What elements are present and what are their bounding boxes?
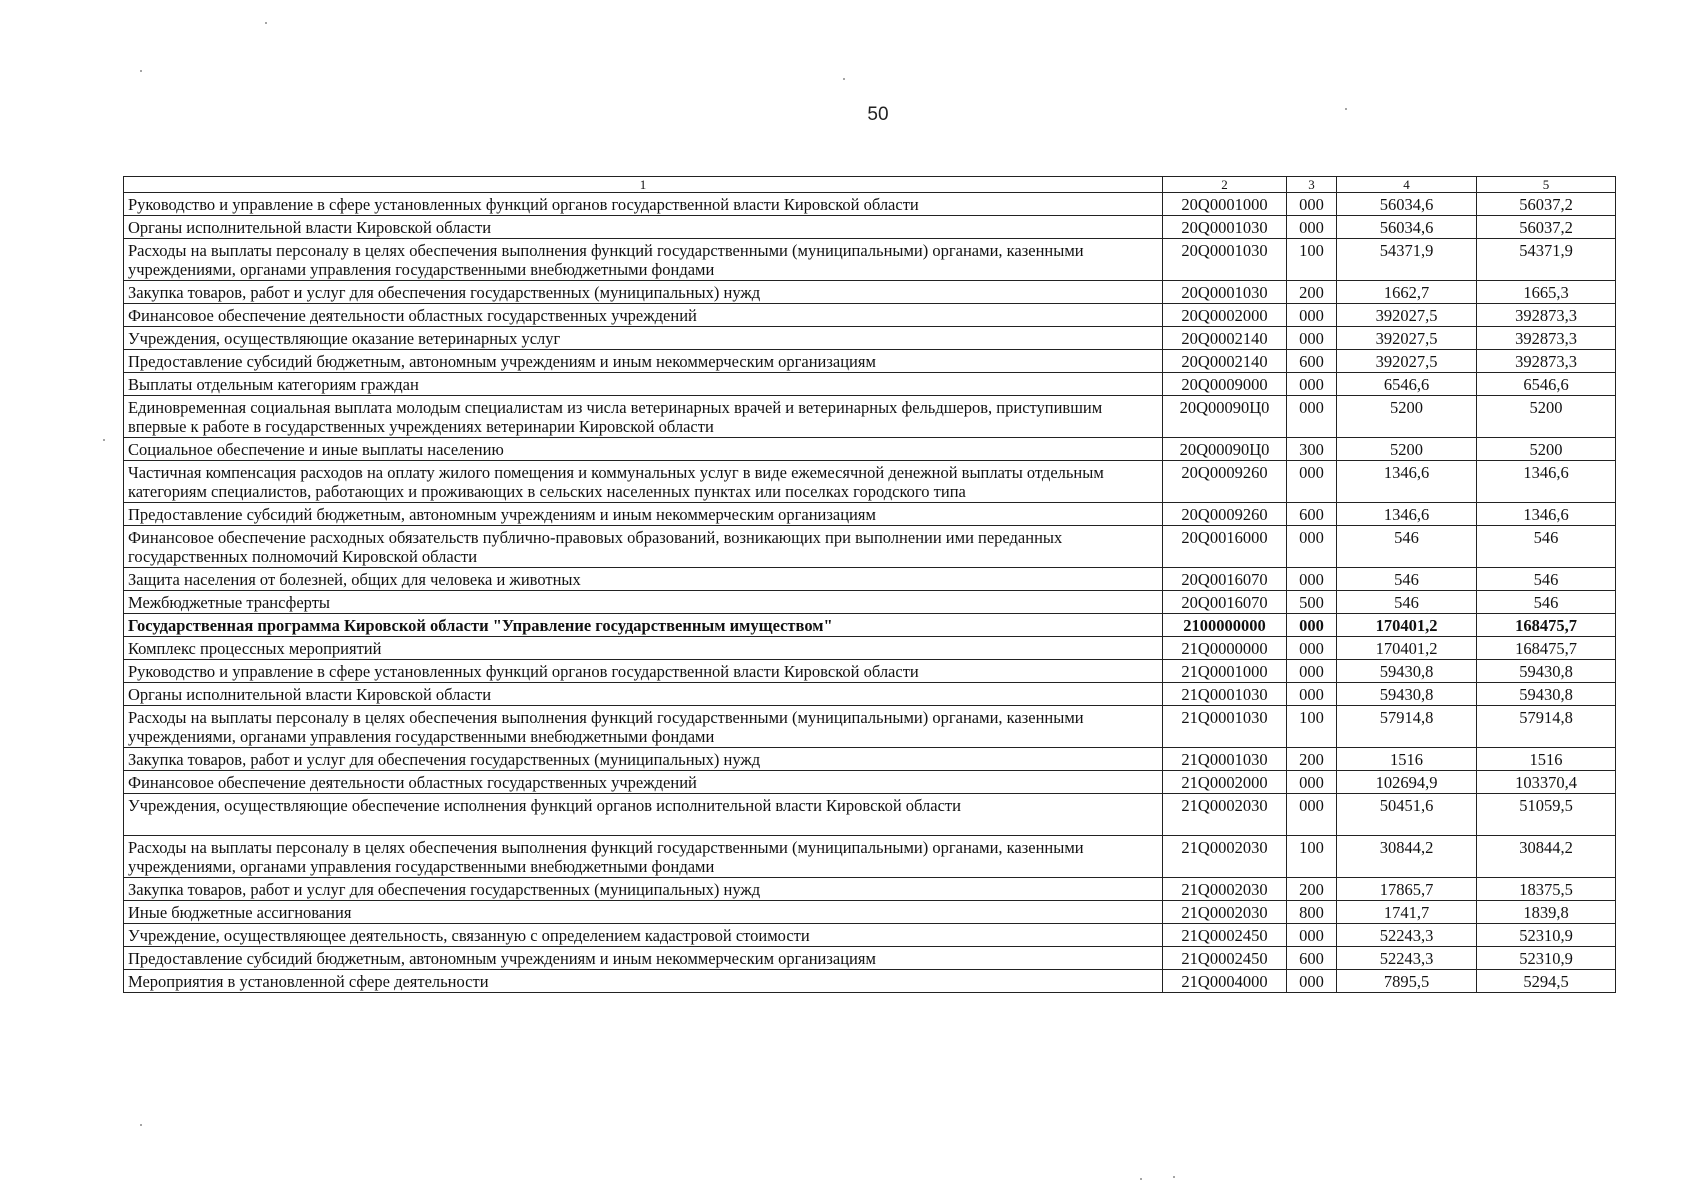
row-code-cell: 21Q0000000 <box>1163 637 1287 660</box>
row-code-cell: 21Q0002030 <box>1163 878 1287 901</box>
row-value-2023-cell: 17865,7 <box>1337 878 1477 901</box>
table-body <box>124 193 1616 993</box>
scan-speck <box>1140 1178 1142 1180</box>
row-expense-type-cell: 200 <box>1287 281 1337 304</box>
row-code-cell: 20Q0001030 <box>1163 216 1287 239</box>
row-value-2024-cell: 59430,8 <box>1477 683 1616 706</box>
row-code-cell: 21Q0001030 <box>1163 683 1287 706</box>
table-row <box>124 350 1616 373</box>
row-expense-type-cell: 600 <box>1287 947 1337 970</box>
row-name-cell: Учреждения, осуществляющие оказание ветеринарных услуг <box>124 327 1163 350</box>
row-value-2024-cell: 57914,8 <box>1477 706 1616 748</box>
row-expense-type-cell: 000 <box>1287 461 1337 503</box>
row-name-cell: Учреждения, осуществляющие обеспечение исполнения функций органов исполнительной власти Кировской области <box>124 794 1163 836</box>
table-row <box>124 239 1616 281</box>
row-code-cell: 20Q0001030 <box>1163 281 1287 304</box>
row-value-2023-cell: 6546,6 <box>1337 373 1477 396</box>
row-value-2023-cell: 57914,8 <box>1337 706 1477 748</box>
row-value-2023-cell: 7895,5 <box>1337 970 1477 993</box>
row-value-2023-cell: 170401,2 <box>1337 614 1477 637</box>
table-row <box>124 748 1616 771</box>
row-name-cell: Комплекс процессных мероприятий <box>124 637 1163 660</box>
row-expense-type-cell: 000 <box>1287 683 1337 706</box>
row-code-cell: 2100000000 <box>1163 614 1287 637</box>
row-value-2024-cell: 5200 <box>1477 438 1616 461</box>
column-header-4: 4 <box>1337 177 1477 193</box>
row-expense-type-cell: 000 <box>1287 327 1337 350</box>
row-name-cell: Руководство и управление в сфере установленных функций органов государственной власти Кировской области <box>124 193 1163 216</box>
row-value-2023-cell: 52243,3 <box>1337 947 1477 970</box>
row-value-2024-cell: 1665,3 <box>1477 281 1616 304</box>
row-value-2024-cell: 56037,2 <box>1477 216 1616 239</box>
table-row <box>124 216 1616 239</box>
row-value-2023-cell: 1346,6 <box>1337 461 1477 503</box>
row-value-2024-cell: 6546,6 <box>1477 373 1616 396</box>
row-code-cell: 20Q0016000 <box>1163 526 1287 568</box>
row-value-2023-cell: 1662,7 <box>1337 281 1477 304</box>
column-header-5: 5 <box>1477 177 1616 193</box>
table-row <box>124 327 1616 350</box>
row-value-2023-cell: 392027,5 <box>1337 304 1477 327</box>
table-row <box>124 901 1616 924</box>
row-code-cell: 20Q00090Ц0 <box>1163 396 1287 438</box>
scan-speck <box>103 439 105 441</box>
row-name-cell: Предоставление субсидий бюджетным, автономным учреждениям и иным некоммерческим организациям <box>124 350 1163 373</box>
row-expense-type-cell: 000 <box>1287 216 1337 239</box>
column-number-row <box>124 177 1616 193</box>
row-value-2024-cell: 1839,8 <box>1477 901 1616 924</box>
row-code-cell: 21Q0001030 <box>1163 748 1287 771</box>
table-row <box>124 461 1616 503</box>
row-value-2024-cell: 54371,9 <box>1477 239 1616 281</box>
row-value-2023-cell: 1516 <box>1337 748 1477 771</box>
row-value-2023-cell: 102694,9 <box>1337 771 1477 794</box>
row-value-2023-cell: 546 <box>1337 568 1477 591</box>
row-code-cell: 20Q0009000 <box>1163 373 1287 396</box>
row-expense-type-cell: 300 <box>1287 438 1337 461</box>
table-row <box>124 396 1616 438</box>
row-code-cell: 20Q0001000 <box>1163 193 1287 216</box>
table-row <box>124 193 1616 216</box>
row-value-2024-cell: 1346,6 <box>1477 503 1616 526</box>
row-name-cell: Закупка товаров, работ и услуг для обеспечения государственных (муниципальных) нужд <box>124 748 1163 771</box>
row-value-2023-cell: 59430,8 <box>1337 683 1477 706</box>
row-name-cell: Финансовое обеспечение деятельности областных государственных учреждений <box>124 304 1163 327</box>
row-value-2024-cell: 1346,6 <box>1477 461 1616 503</box>
table-row <box>124 614 1616 637</box>
table-row <box>124 591 1616 614</box>
row-expense-type-cell: 000 <box>1287 771 1337 794</box>
column-header-1: 1 <box>124 177 1163 193</box>
row-value-2023-cell: 1346,6 <box>1337 503 1477 526</box>
column-header-2: 2 <box>1163 177 1287 193</box>
row-expense-type-cell: 800 <box>1287 901 1337 924</box>
row-value-2024-cell: 168475,7 <box>1477 614 1616 637</box>
row-name-cell: Выплаты отдельным категориям граждан <box>124 373 1163 396</box>
row-value-2024-cell: 52310,9 <box>1477 924 1616 947</box>
row-expense-type-cell: 500 <box>1287 591 1337 614</box>
row-name-cell: Межбюджетные трансферты <box>124 591 1163 614</box>
scan-speck <box>140 1124 142 1126</box>
table-row <box>124 281 1616 304</box>
row-expense-type-cell: 000 <box>1287 373 1337 396</box>
table-row <box>124 438 1616 461</box>
row-value-2024-cell: 546 <box>1477 526 1616 568</box>
row-code-cell: 21Q0002000 <box>1163 771 1287 794</box>
row-code-cell: 21Q0002450 <box>1163 924 1287 947</box>
row-value-2023-cell: 54371,9 <box>1337 239 1477 281</box>
table-row <box>124 878 1616 901</box>
row-value-2023-cell: 546 <box>1337 591 1477 614</box>
row-expense-type-cell: 000 <box>1287 924 1337 947</box>
page-number: 50 <box>867 104 889 125</box>
row-expense-type-cell: 200 <box>1287 878 1337 901</box>
row-name-cell: Иные бюджетные ассигнования <box>124 901 1163 924</box>
row-value-2023-cell: 30844,2 <box>1337 836 1477 878</box>
table-row <box>124 637 1616 660</box>
row-value-2024-cell: 392873,3 <box>1477 327 1616 350</box>
row-expense-type-cell: 000 <box>1287 568 1337 591</box>
row-code-cell: 21Q0002030 <box>1163 901 1287 924</box>
row-value-2023-cell: 56034,6 <box>1337 193 1477 216</box>
row-name-cell: Предоставление субсидий бюджетным, автономным учреждениям и иным некоммерческим организациям <box>124 947 1163 970</box>
row-expense-type-cell: 100 <box>1287 239 1337 281</box>
scan-speck <box>1345 108 1347 110</box>
row-value-2023-cell: 5200 <box>1337 396 1477 438</box>
row-value-2024-cell: 103370,4 <box>1477 771 1616 794</box>
row-code-cell: 21Q0004000 <box>1163 970 1287 993</box>
row-code-cell: 21Q0002030 <box>1163 794 1287 836</box>
table-row <box>124 794 1616 836</box>
row-value-2023-cell: 59430,8 <box>1337 660 1477 683</box>
row-name-cell: Государственная программа Кировской области "Управление государственным имуществом" <box>124 614 1163 637</box>
budget-table <box>123 176 1616 993</box>
row-code-cell: 20Q0002140 <box>1163 327 1287 350</box>
row-name-cell: Расходы на выплаты персоналу в целях обеспечения выполнения функций государственными (муниципальными) органами, казенными учреждениями, органами управления государственными внебюджетными фондами <box>124 836 1163 878</box>
table-row <box>124 706 1616 748</box>
table-row <box>124 660 1616 683</box>
table-row <box>124 771 1616 794</box>
table-row <box>124 970 1616 993</box>
row-code-cell: 20Q0002140 <box>1163 350 1287 373</box>
row-code-cell: 20Q0009260 <box>1163 503 1287 526</box>
column-header-3: 3 <box>1287 177 1337 193</box>
row-expense-type-cell: 600 <box>1287 350 1337 373</box>
scan-speck <box>843 78 845 80</box>
row-code-cell: 20Q0001030 <box>1163 239 1287 281</box>
scan-speck <box>1173 1176 1175 1178</box>
row-code-cell: 20Q0009260 <box>1163 461 1287 503</box>
row-value-2023-cell: 1741,7 <box>1337 901 1477 924</box>
row-value-2023-cell: 50451,6 <box>1337 794 1477 836</box>
row-value-2024-cell: 51059,5 <box>1477 794 1616 836</box>
row-value-2024-cell: 18375,5 <box>1477 878 1616 901</box>
row-expense-type-cell: 200 <box>1287 748 1337 771</box>
row-name-cell: Органы исполнительной власти Кировской области <box>124 683 1163 706</box>
table-row <box>124 924 1616 947</box>
row-name-cell: Финансовое обеспечение расходных обязательств публично-правовых образований, возникающих при выполнении ими переданных государственных полномочий Кировской области <box>124 526 1163 568</box>
table-row <box>124 947 1616 970</box>
row-value-2024-cell: 30844,2 <box>1477 836 1616 878</box>
row-name-cell: Социальное обеспечение и иные выплаты населению <box>124 438 1163 461</box>
table-row <box>124 836 1616 878</box>
table-row <box>124 683 1616 706</box>
row-value-2024-cell: 546 <box>1477 591 1616 614</box>
table-row <box>124 373 1616 396</box>
row-value-2024-cell: 168475,7 <box>1477 637 1616 660</box>
row-expense-type-cell: 600 <box>1287 503 1337 526</box>
scan-speck <box>140 70 142 72</box>
row-value-2023-cell: 52243,3 <box>1337 924 1477 947</box>
row-name-cell: Единовременная социальная выплата молодым специалистам из числа ветеринарных врачей и ветеринарных фельдшеров, приступившим впервые к работе в государственных учреждениях ветеринарии Кировской области <box>124 396 1163 438</box>
row-name-cell: Закупка товаров, работ и услуг для обеспечения государственных (муниципальных) нужд <box>124 281 1163 304</box>
row-value-2024-cell: 52310,9 <box>1477 947 1616 970</box>
row-value-2024-cell: 392873,3 <box>1477 304 1616 327</box>
row-value-2024-cell: 392873,3 <box>1477 350 1616 373</box>
row-name-cell: Мероприятия в установленной сфере деятельности <box>124 970 1163 993</box>
table-row <box>124 304 1616 327</box>
row-name-cell: Руководство и управление в сфере установленных функций органов государственной власти Кировской области <box>124 660 1163 683</box>
row-name-cell: Защита населения от болезней, общих для человека и животных <box>124 568 1163 591</box>
row-name-cell: Предоставление субсидий бюджетным, автономным учреждениям и иным некоммерческим организациям <box>124 503 1163 526</box>
row-name-cell: Расходы на выплаты персоналу в целях обеспечения выполнения функций государственными (муниципальными) органами, казенными учреждениями, органами управления государственными внебюджетными фондами <box>124 239 1163 281</box>
scan-speck <box>265 22 267 24</box>
row-expense-type-cell: 000 <box>1287 794 1337 836</box>
row-name-cell: Учреждение, осуществляющее деятельность, связанную с определением кадастровой стоимости <box>124 924 1163 947</box>
row-value-2024-cell: 546 <box>1477 568 1616 591</box>
row-expense-type-cell: 000 <box>1287 637 1337 660</box>
row-value-2024-cell: 56037,2 <box>1477 193 1616 216</box>
row-code-cell: 20Q0002000 <box>1163 304 1287 327</box>
row-value-2024-cell: 59430,8 <box>1477 660 1616 683</box>
row-name-cell: Частичная компенсация расходов на оплату жилого помещения и коммунальных услуг в виде ежемесячной денежной выплаты отдельным категориям специалистов, работающих и проживающих в сельских населенных пунктах или поселках городского типа <box>124 461 1163 503</box>
row-expense-type-cell: 000 <box>1287 193 1337 216</box>
row-name-cell: Органы исполнительной власти Кировской области <box>124 216 1163 239</box>
row-value-2023-cell: 392027,5 <box>1337 327 1477 350</box>
row-expense-type-cell: 000 <box>1287 660 1337 683</box>
row-expense-type-cell: 000 <box>1287 304 1337 327</box>
row-name-cell: Закупка товаров, работ и услуг для обеспечения государственных (муниципальных) нужд <box>124 878 1163 901</box>
table-row <box>124 503 1616 526</box>
row-expense-type-cell: 000 <box>1287 970 1337 993</box>
row-value-2023-cell: 56034,6 <box>1337 216 1477 239</box>
row-value-2024-cell: 1516 <box>1477 748 1616 771</box>
row-value-2023-cell: 392027,5 <box>1337 350 1477 373</box>
row-expense-type-cell: 000 <box>1287 526 1337 568</box>
row-code-cell: 21Q0002030 <box>1163 836 1287 878</box>
row-value-2024-cell: 5200 <box>1477 396 1616 438</box>
row-name-cell: Расходы на выплаты персоналу в целях обеспечения выполнения функций государственными (муниципальными) органами, казенными учреждениями, органами управления государственными внебюджетными фондами <box>124 706 1163 748</box>
row-code-cell: 20Q00090Ц0 <box>1163 438 1287 461</box>
row-name-cell: Финансовое обеспечение деятельности областных государственных учреждений <box>124 771 1163 794</box>
row-code-cell: 20Q0016070 <box>1163 591 1287 614</box>
row-expense-type-cell: 000 <box>1287 614 1337 637</box>
row-value-2024-cell: 5294,5 <box>1477 970 1616 993</box>
row-code-cell: 20Q0016070 <box>1163 568 1287 591</box>
row-value-2023-cell: 170401,2 <box>1337 637 1477 660</box>
table-row <box>124 568 1616 591</box>
row-code-cell: 21Q0001030 <box>1163 706 1287 748</box>
row-expense-type-cell: 000 <box>1287 396 1337 438</box>
row-code-cell: 21Q0001000 <box>1163 660 1287 683</box>
row-expense-type-cell: 100 <box>1287 706 1337 748</box>
row-expense-type-cell: 100 <box>1287 836 1337 878</box>
row-value-2023-cell: 5200 <box>1337 438 1477 461</box>
table-row <box>124 526 1616 568</box>
row-code-cell: 21Q0002450 <box>1163 947 1287 970</box>
row-value-2023-cell: 546 <box>1337 526 1477 568</box>
